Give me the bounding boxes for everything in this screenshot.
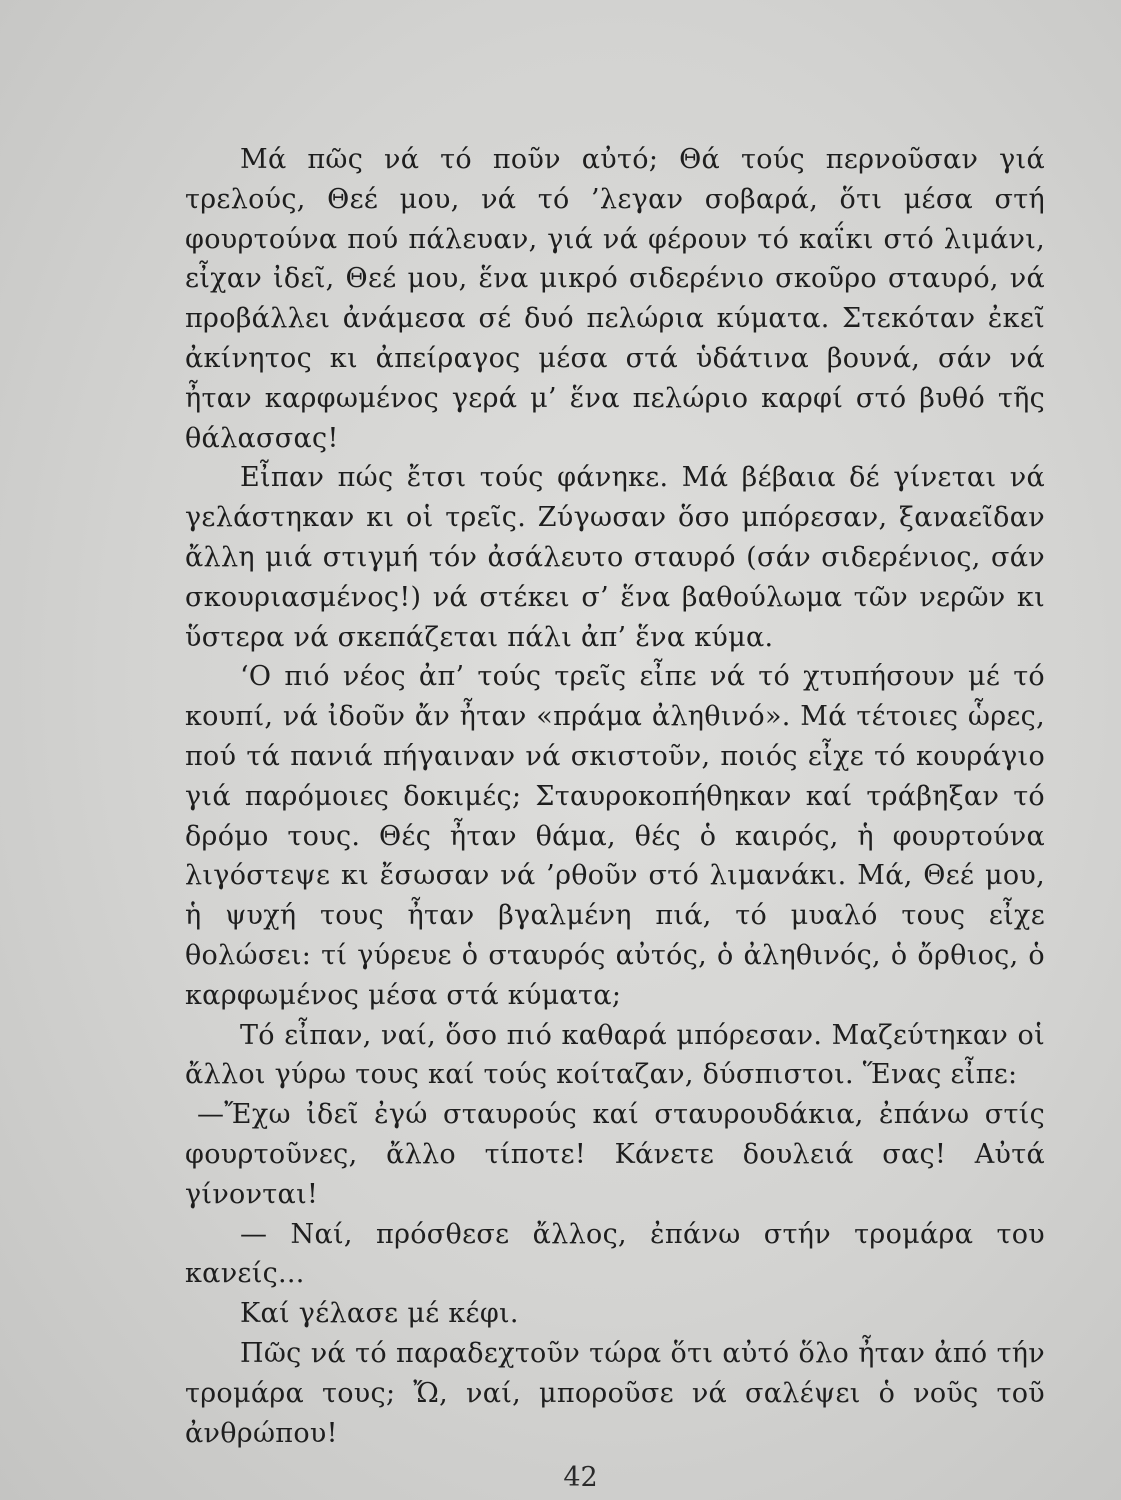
- paragraph-4: Τό εἶπαν, ναί, ὅσο πιό καθαρά μπόρεσαν. Μαζεύτηκαν οἱ ἄλλοι γύρω τους καί τούς κοίταζαν, δύσπιστοι. Ἕνας εἶπε:: [185, 1019, 1045, 1091]
- body-text: [185, 140, 1045, 1453]
- paragraph-6: Πῶς νά τό παραδεχτοῦν τώρα ὅτι αὐτό ὅλο ἦταν ἀπό τήν τρομάρα τους; Ὤ, ναί, μποροῦσε νά σαλέψει ὁ νοῦς τοῦ ἀνθρώπου!: [185, 1337, 1045, 1449]
- paragraph-5: Καί γέλασε μέ κέφι.: [240, 1298, 519, 1330]
- dialogue-line-1: —Ἔχω ἰδεῖ ἐγώ σταυρούς καί σταυρουδάκια, ἐπάνω στίς φουρτοῦνες, ἄλλο τίποτε! Κάνετε δουλειά σας! Αὐτά γίνονται!: [185, 1099, 1045, 1210]
- paragraph-3: ‘Ο πιό νέος ἀπ’ τούς τρεῖς εἶπε νά τό χτυπήσουν μέ τό κουπί, νά ἰδοῦν ἄν ἦταν «πράμα ἀληθινό». Μά τέτοιες ὧρες, πού τά πανιά πήγαιναν νά σκιστοῦν, ποιός εἶχε τό κουράγιο γιά παρόμοιες δοκιμές; Σταυροκοπήθηκαν καί τράβηξαν τό δρόμο τους. Θές ἦταν θάμα, θές ὁ καιρός, ἡ φουρτούνα λιγόστεψε κι ἔσωσαν νά ’ρθοῦν στό λιμανάκι. Μά, Θεέ μου, ἡ ψυχή τους ἦταν βγαλμένη πιά, τό μυαλό τους εἶχε θολώσει: τί γύρευε ὁ σταυρός αὐτός, ὁ ἀληθινός, ὁ ὄρθιος, ὁ καρφωμένος μέσα στά κύματα;: [185, 661, 1045, 1011]
- page-number: 42: [563, 1462, 598, 1493]
- paragraph-2: Εἶπαν πώς ἔτσι τούς φάνηκε. Μά βέβαια δέ γίνεται νά γελάστηκαν κι οἱ τρεῖς. Ζύγωσαν ὅσο μπόρεσαν, ξαναεῖδαν ἄλλη μιά στιγμή τόν ἀσάλευτο σταυρό (σάν σιδερένιος, σάν σκουριασμένος!) νά στέκει σ’ ἕνα βαθούλωμα τῶν νερῶν κι ὕστερα νά σκεπάζεται πάλι ἀπ’ ἕνα κύμα.: [185, 462, 1045, 653]
- dialogue-line-2: — Ναί, πρόσθεσε ἄλλος, ἐπάνω στήν τρομάρα του κανείς...: [185, 1218, 1045, 1290]
- paragraph-1: Μά πῶς νά τό ποῦν αὐτό; Θά τούς περνοῦσαν γιά τρελούς, Θεέ μου, νά τό ’λεγαν σοβαρά, ὅτι μέσα στή φουρτούνα πού πάλευαν, γιά νά φέρουν τό καΐκι στό λιμάνι, εἶχαν ἰδεῖ, Θεέ μου, ἕνα μικρό σιδερένιο σκοῦρο σταυρό, νά προβάλλει ἀνάμεσα σέ δυό πελώρια κύματα. Στεκόταν ἐκεῖ ἀκίνητος κι ἀπείραγος μέσα στά ὑδάτινα βουνά, σάν νά ἦταν καρφωμένος γερά μ’ ἕνα πελώριο καρφί στό βυθό τῆς θάλασσας!: [185, 144, 1045, 454]
